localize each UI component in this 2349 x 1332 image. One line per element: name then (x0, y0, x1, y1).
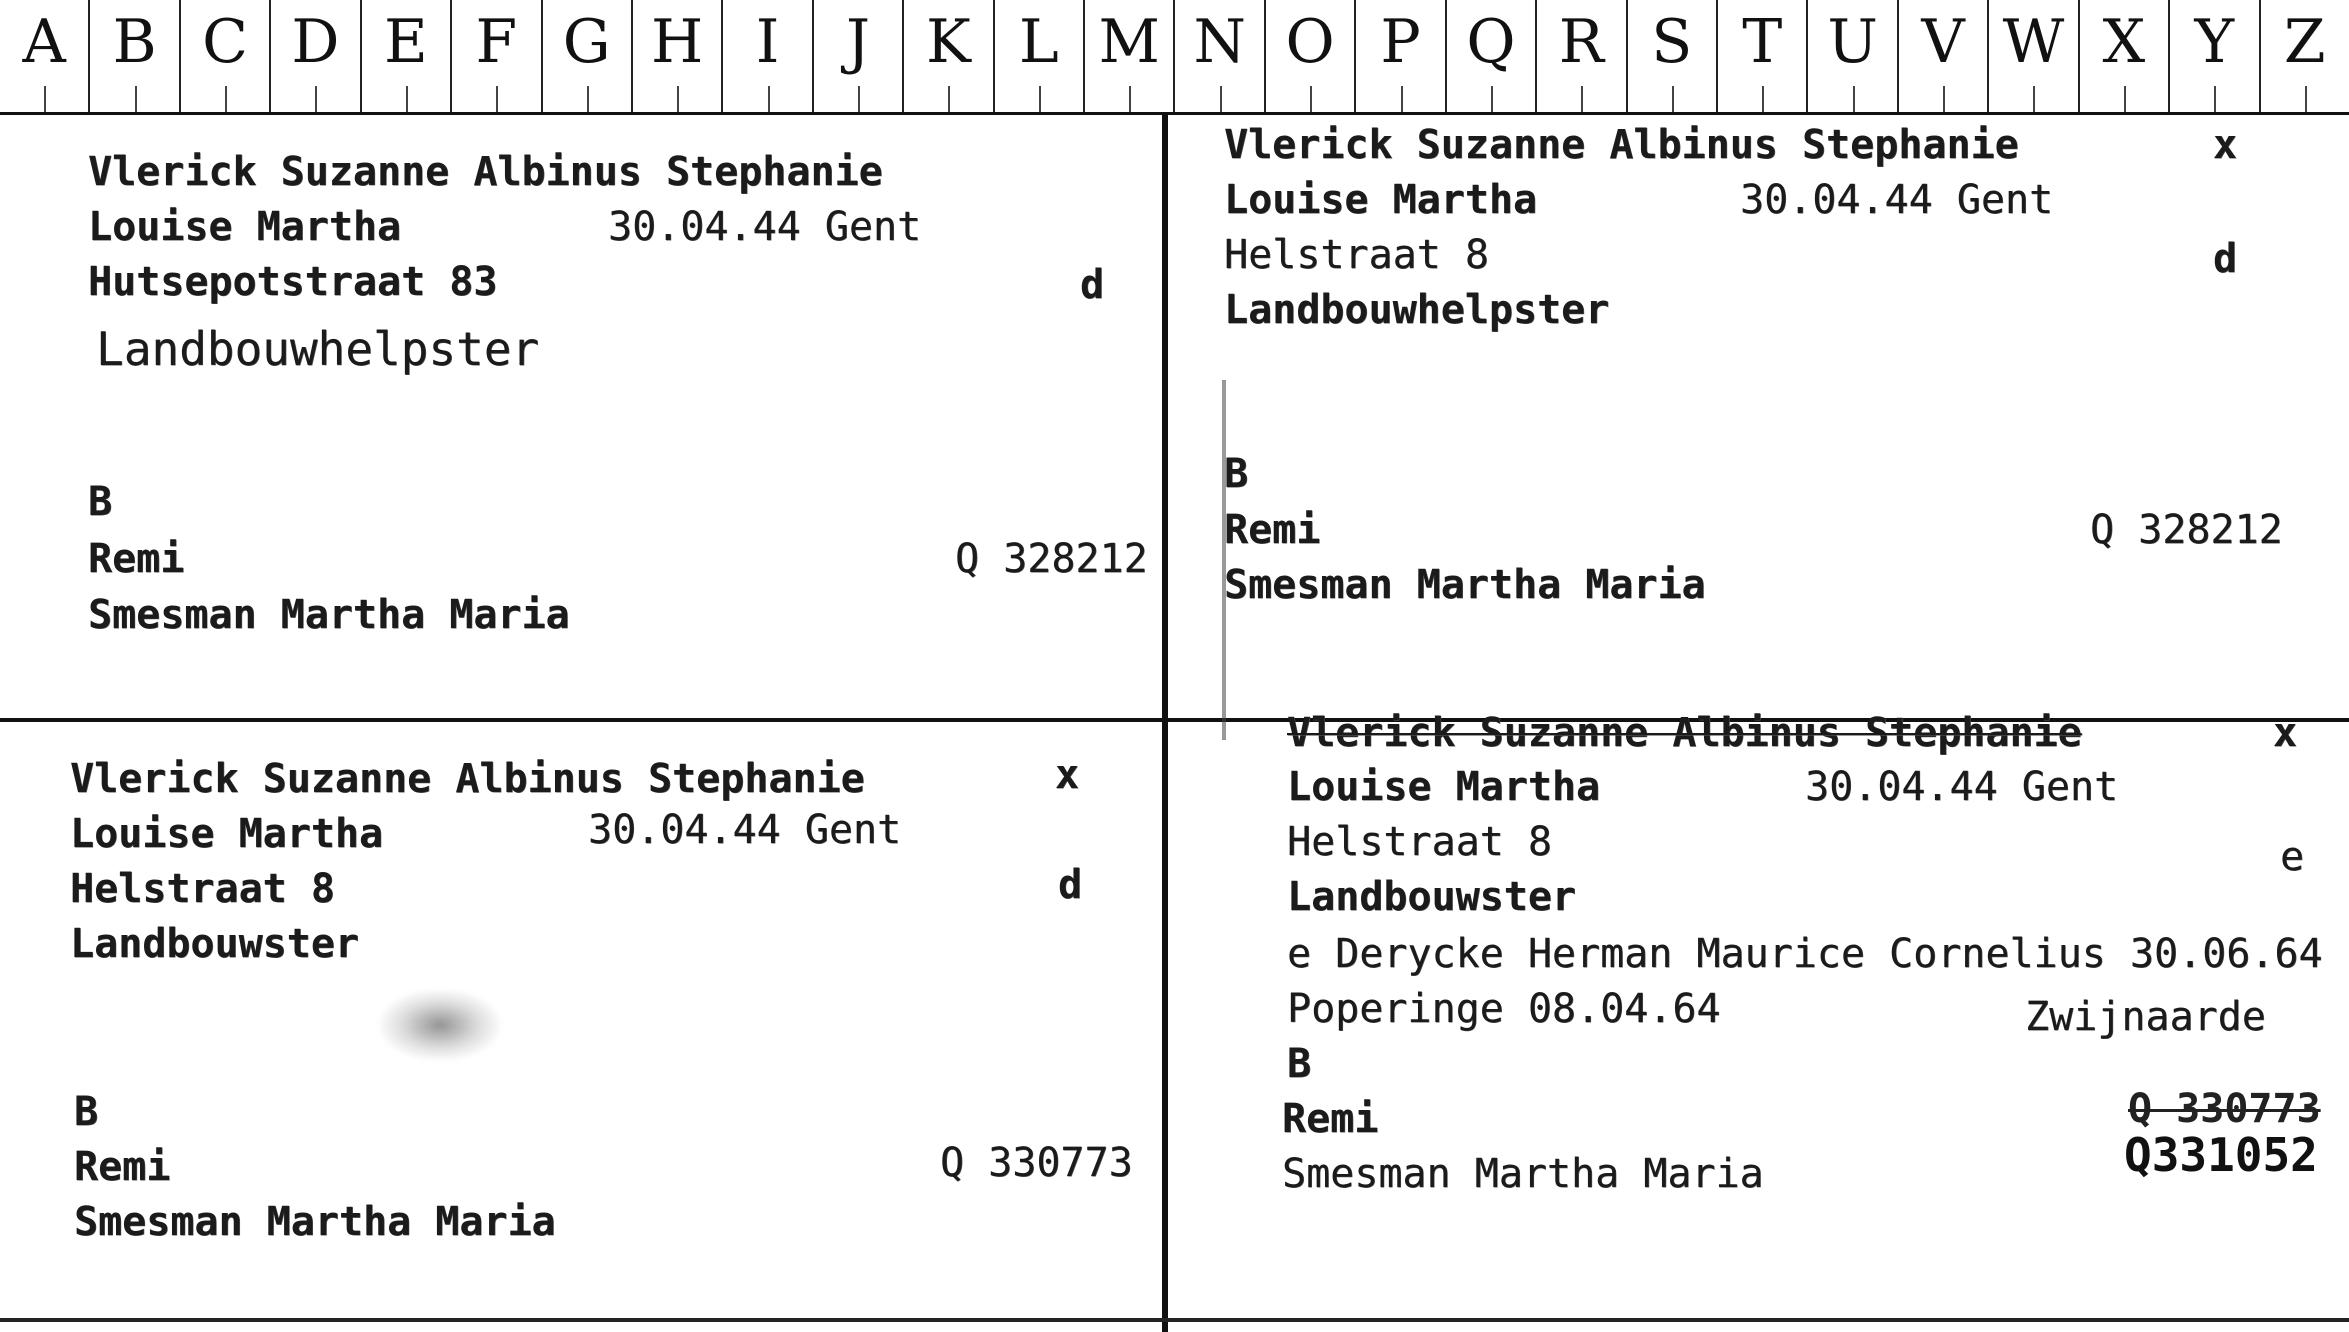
alphabet-letter-g: G (543, 0, 633, 112)
card-mark: x (1055, 752, 1080, 798)
alphabet-letter-l: L (995, 0, 1085, 112)
card-divider-vertical (1162, 112, 1168, 1332)
card-reference-number: Q 328212 (955, 536, 1148, 582)
card-status-code: d (1058, 862, 1083, 908)
card-name-line: Vlerick Suzanne Albinus Stephanie (88, 149, 883, 195)
card-given-names: Louise Martha (1287, 764, 1601, 810)
alphabet-letter-j: J (814, 0, 904, 112)
alphabet-letter-x: X (2080, 0, 2170, 112)
card-reference-number: Q 328212 (2090, 507, 2283, 553)
card-occupation: Landbouwhelpster (1224, 287, 1610, 333)
card-given-names: Louise Martha (1224, 177, 1538, 223)
card-occupation: Landbouwster (1287, 874, 1576, 920)
alphabet-letter-z: Z (2261, 0, 2349, 112)
card-category: B (74, 1089, 99, 1135)
card-status-code: e (2280, 834, 2305, 880)
alphabet-letter-s: S (1628, 0, 1718, 112)
handwritten-reference-number: Q331052 (2124, 1128, 2318, 1182)
card-name-line: Vlerick Suzanne Albinus Stephanie (1224, 122, 2019, 168)
card-occupation: Landbouwhelpster (96, 322, 540, 376)
alphabet-index-ruler (0, 0, 2349, 115)
card-mother-name: Smesman Martha Maria (74, 1199, 556, 1245)
alphabet-letter-n: N (1175, 0, 1265, 112)
card-mother-name: Smesman Martha Maria (1224, 562, 1706, 608)
card-father-name: Remi (74, 1144, 171, 1190)
card-father-name: Remi (88, 536, 185, 582)
card-birth-date-place: 30.04.44 Gent (1740, 177, 2054, 223)
card-given-names: Louise Martha (70, 811, 384, 857)
alphabet-letter-o: O (1266, 0, 1356, 112)
alphabet-letter-d: D (271, 0, 361, 112)
crossed-out-reference-number: Q 330773 (2128, 1086, 2321, 1132)
alphabet-letter-b: B (90, 0, 180, 112)
card-address: Hutsepotstraat 83 (88, 259, 498, 305)
card-name-line: Vlerick Suzanne Albinus Stephanie (1287, 710, 2082, 756)
card-birth-date-place: 30.04.44 Gent (1805, 764, 2119, 810)
card-status-code: d (2213, 236, 2238, 282)
card-mark: x (2273, 710, 2298, 756)
alphabet-letter-u: U (1808, 0, 1898, 112)
alphabet-letter-k: K (904, 0, 994, 112)
card-birth-date-place: 30.04.44 Gent (608, 204, 922, 250)
ink-smudge (380, 990, 500, 1060)
card-father-name: Remi (1224, 507, 1321, 553)
alphabet-letter-a: A (0, 0, 90, 112)
card-birth-date-place: 30.04.44 Gent (588, 807, 902, 853)
card-address: Helstraat 8 (70, 866, 335, 912)
card-reference-number: Q 330773 (940, 1140, 1133, 1186)
card-name-line: Vlerick Suzanne Albinus Stephanie (70, 756, 865, 802)
alphabet-letter-h: H (633, 0, 723, 112)
alphabet-letter-e: E (362, 0, 452, 112)
card-spouse-line: e Derycke Herman Maurice Cornelius 30.06.64 (1287, 931, 2323, 977)
alphabet-letter-w: W (1989, 0, 2079, 112)
alphabet-letter-q: Q (1447, 0, 1537, 112)
card-category: B (1287, 1041, 1312, 1087)
alphabet-letter-m: M (1085, 0, 1175, 112)
card-category: B (1224, 451, 1249, 497)
alphabet-letter-r: R (1537, 0, 1627, 112)
alphabet-letter-i: I (723, 0, 813, 112)
alphabet-letter-c: C (181, 0, 271, 112)
alphabet-letter-f: F (452, 0, 542, 112)
card-mother-name: Smesman Martha Maria (88, 592, 570, 638)
alphabet-letter-v: V (1899, 0, 1989, 112)
card-category: B (88, 479, 113, 525)
card-given-names: Louise Martha (88, 204, 402, 250)
alphabet-letter-y: Y (2170, 0, 2260, 112)
card-address: Helstraat 8 (1224, 232, 1489, 278)
card-father-name: Remi (1282, 1096, 1379, 1142)
card-marriage-place-date: Poperinge 08.04.64 (1287, 986, 1721, 1032)
card-status-code: d (1080, 262, 1105, 308)
card-address: Helstraat 8 (1287, 819, 1552, 865)
alphabet-letter-p: P (1356, 0, 1446, 112)
alphabet-letter-t: T (1718, 0, 1808, 112)
card-occupation: Landbouwster (70, 921, 359, 967)
card-bottom-edge (0, 1318, 2349, 1322)
card-mark: x (2213, 122, 2238, 168)
card-mother-name: Smesman Martha Maria (1282, 1151, 1764, 1197)
card-residence: Zwijnaarde (2025, 994, 2266, 1040)
